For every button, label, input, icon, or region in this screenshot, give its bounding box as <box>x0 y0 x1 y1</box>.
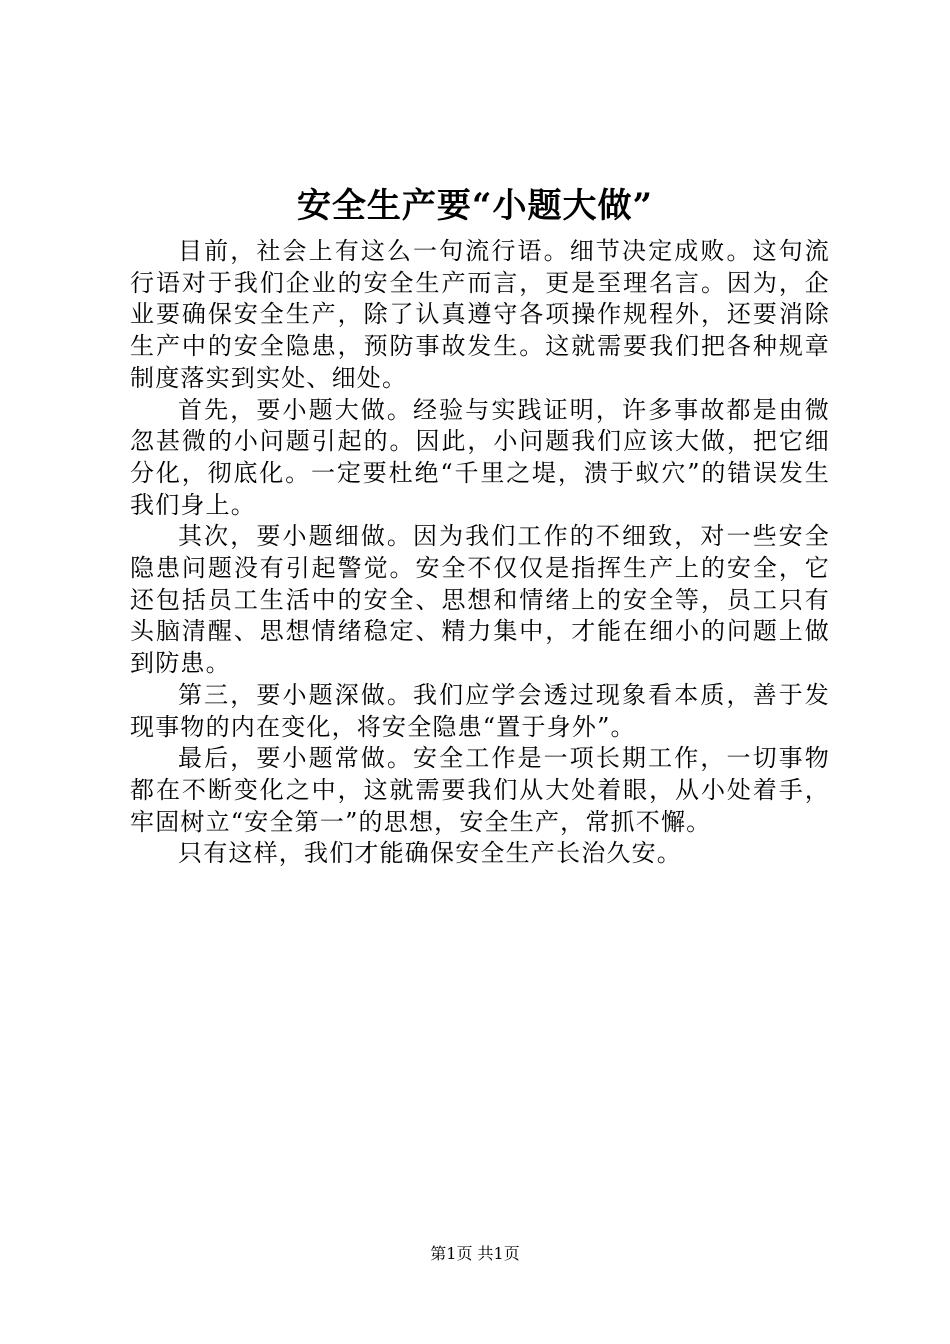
paragraph-intro: 目前，社会上有这么一句流行语。细节决定成败。这句流行语对于我们企业的安全生产而言，更是至理名言。因为，企业要确保安全生产，除了认真遵守各项操作规程外，还要消除生产中的安全隐患，预防事故发生。这就需要我们把各种规章制度落实到实处、细处。 <box>130 237 830 392</box>
document-body <box>130 236 830 870</box>
paragraph-first-point: 首先，要小题大做。经验与实践证明，许多事故都是由微忽甚微的小问题引起的。因此，小问题我们应该大做，把它细分化，彻底化。一定要杜绝“千里之堤，溃于蚁穴”的错误发生我们身上。 <box>130 395 830 519</box>
paragraph-conclusion: 只有这样，我们才能确保安全生产长治久安。 <box>178 839 682 868</box>
document-title: 安全生产要“小题大做” <box>296 186 654 226</box>
paragraph-third-point: 第三，要小题深做。我们应学会透过现象看本质，善于发现事物的内在变化，将安全隐患“置于身外”。 <box>130 680 830 741</box>
paragraph-final-point: 最后，要小题常做。安全工作是一项长期工作，一切事物都在不断变化之中，这就需要我们从大处着眼，从小处着手，牢固树立“安全第一”的思想，安全生产，常抓不懈。 <box>130 744 830 836</box>
page-footer: 第1页 共1页 <box>430 1244 520 1263</box>
paragraph-second-point: 其次，要小题细做。因为我们工作的不细致，对一些安全隐患问题没有引起警觉。安全不仅仅是指挥生产上的安全，它还包括员工生活中的安全、思想和情绪上的安全等，员工只有头脑清醒、思想情绪稳定、精力集中，才能在细小的问题上做到防患。 <box>130 522 830 678</box>
